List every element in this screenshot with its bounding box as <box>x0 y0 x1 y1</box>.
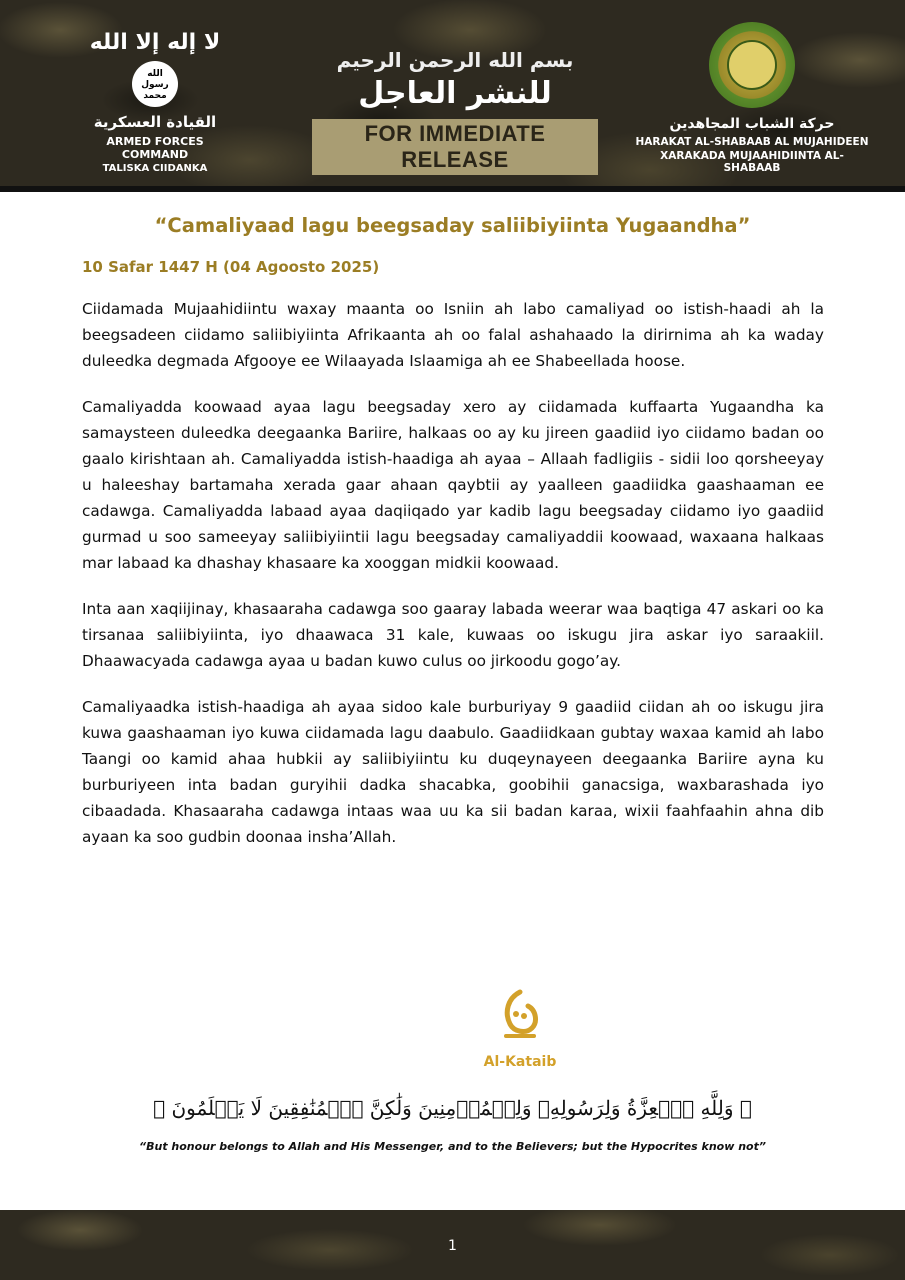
header-banner <box>0 0 905 192</box>
emblem-center <box>727 40 777 90</box>
al-kataib-logo-icon <box>486 988 554 1046</box>
document-title: “Camaliyaad lagu beegsaday saliibiyiinta Yugaandha” <box>154 214 751 237</box>
body-paragraph: Camaliyaadka istish-haadiga ah ayaa sidoo kale burburiyay 9 gaadiid ciidan ah oo iskugu jira kuwa gaashaaman iyo kuwa ciidamada lagu daabulo. Gaadiidkaan gubtay waxaa kamid ah labo Taangi oo kamid ahaa hubkii ay saliibiyiintu ku duqeynayeen deegaanka Bariire ayna ku burburiyeen inta badan guryihii dadka shacabka, goobihii ganacsiga, waxbarashada iyo cibaadada. Khasaaraha cadawga intaas waa uu ka sii badan karaa, wixii faahfaahin ahna dib ayaan ka soo gudbin doonaa insha’Allah. <box>82 698 824 846</box>
page-number: 1 <box>448 1238 457 1254</box>
seal-line: محمد <box>143 91 167 101</box>
armed-forces-command-block <box>80 30 230 174</box>
quran-verse-english: “But honour belongs to Allah and His Messenger, and to the Believers; but the Hypocrites know not” <box>139 1140 766 1153</box>
command-somali: TALISKA CIIDANKA <box>102 163 208 174</box>
organization-arabic: حركة الشباب المجاهدين <box>669 116 835 132</box>
document-date: 10 Safar 1447 H (04 Agoosto 2025) <box>82 258 380 276</box>
basmala-text: بسم الله الرحمن الرحيم <box>336 48 574 72</box>
body-paragraph: Camaliyadda koowaad ayaa lagu beegsaday xero ay ciidamada kuffaarta Yugaandha ka samaysteen duleedka deegaanka Bariire, halkaas oo ay ku jireen gaadiid iyo ciidamo badan oo gaalo kirishtaan ah. Camaliyadda istish-haadiga ah ayaa – Allaah fadligiis - sidii loo qorsheeyay u haleeshay bartamaha xerada gaar ahaan qaybtii ay yaalleen gaadiidka gaashaaman ee cadawga. Camaliyadda labaad ayaa daqiiqado yar kadib lagu beegsaday ciidamo iyo gaadiid gurmad u soo sameeyay saliibiyiintii lagu beegsaday camaliyaddii koowaad, waxaana halkaas mar labaad ka dhashay khasaare ka xooggan midkii koowaad. <box>82 398 824 572</box>
release-heading-block <box>305 48 605 175</box>
seal-line: رسول <box>141 80 169 90</box>
shahada-text: لا إله إلا الله <box>89 30 221 55</box>
command-arabic: القيادة العسكرية <box>93 113 217 131</box>
organization-somali: XARAKADA MUJAAHIDIINTA AL-SHABAAB <box>660 150 844 174</box>
organization-english: HARAKAT AL-SHABAAB AL MUJAHIDEEN <box>635 136 869 148</box>
command-english: ARMED FORCES COMMAND <box>106 135 204 161</box>
document-body <box>82 296 824 870</box>
body-paragraph: Ciidamada Mujaahidiintu waxay maanta oo Isniin ah labo camaliyad oo istish-haadi ah la beegsadeen ciidamo saliibiyiinta Afrikaanta ah oo falal ashahaado la dirirnima ah ka waday duleedka degmada Afgooye ee Wilaayada Islaamiga ah ee Shabeellada hoose. <box>82 300 824 370</box>
seal-line: الله <box>147 69 163 79</box>
body-paragraph: Inta aan xaqiijinay, khasaaraha cadawga soo gaaray labada weerar waa baqtiga 47 askari oo ka tirsanaa saliibiyiinta, iyo dhaawaca 31 kale, kuwaas oo iskugu jira askar iyo saraakiil. Dhaawacyada cadawga ayaa u badan kuwo culus oo jirkoodu gogo’ay. <box>82 600 824 670</box>
organization-block <box>632 22 872 174</box>
seal-icon <box>132 61 178 107</box>
immediate-release-label: FOR IMMEDIATE RELEASE <box>312 119 598 175</box>
quran-verse-arabic: ﴿ وَلِلَّهِ ٱلۡعِزَّةُ وَلِرَسُولِهِۦ وَلِلۡمُؤۡمِنِينَ وَلَٰكِنَّ ٱلۡمُنَٰفِقِينَ لَا يَعۡلَمُونَ ﴾ <box>153 1096 752 1120</box>
organization-emblem-icon <box>709 22 795 108</box>
al-kataib-brand-text: Al-Kataib <box>483 1054 557 1070</box>
urgent-release-arabic: للنشر العاجل <box>358 76 552 111</box>
